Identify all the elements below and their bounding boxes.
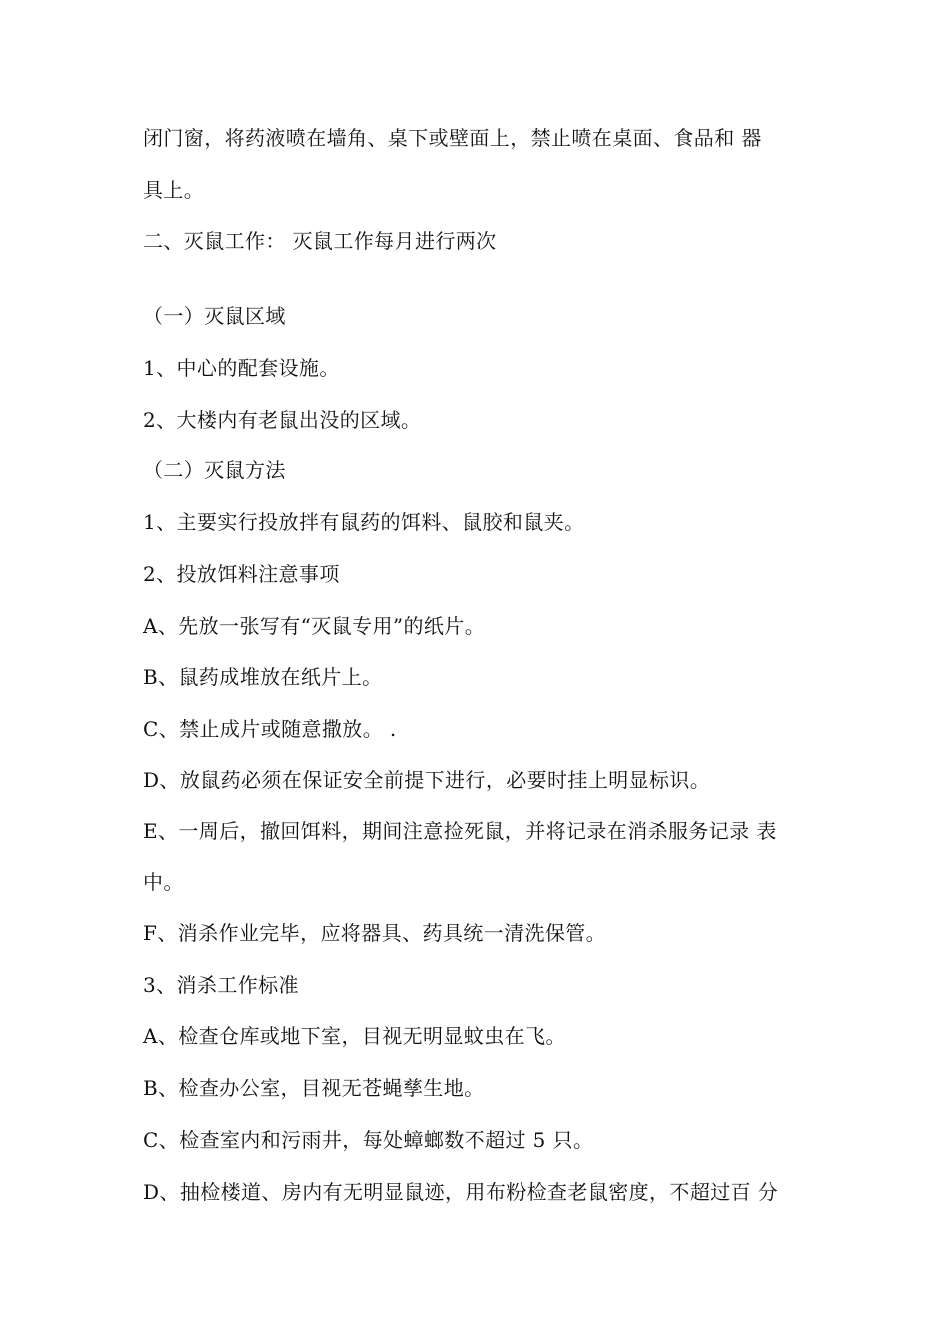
list-item: C、检查室内和污雨井，每处蟑螂数不超过 5 只。 [143,1128,594,1152]
paragraph-line: 具上。 [143,178,205,202]
paragraph-line: 中。 [143,870,184,894]
list-item: E、一周后，撤回饵料，期间注意捡死鼠，并将记录在消杀服务记录 表 [143,819,777,843]
list-item: B、鼠药成堆放在纸片上。 [143,665,383,689]
list-item: D、抽检楼道、房内有无明显鼠迹，用布粉检查老鼠密度，不超过百 分 [143,1180,779,1204]
list-item: A、检查仓库或地下室，目视无明显蚊虫在飞。 [143,1024,566,1048]
list-item: 2、投放饵料注意事项 [143,562,340,586]
list-item: A、先放一张写有“灭鼠专用”的纸片。 [143,614,486,638]
subsection-heading: （二）灭鼠方法 [143,458,286,482]
list-item: F、消杀作业完毕，应将器具、药具统一清洗保管。 [143,921,607,945]
list-item: B、检查办公室，目视无苍蝇孳生地。 [143,1076,485,1100]
list-item: C、禁止成片或随意撒放。 . [143,717,397,741]
subsection-heading: （一）灭鼠区域 [143,304,286,328]
list-item: 3、消杀工作标准 [143,973,299,997]
paragraph-line: 闭门窗，将药液喷在墙角、桌下或壁面上，禁止喷在桌面、食品和 器 [143,126,762,150]
list-item: D、放鼠药必须在保证安全前提下进行，必要时挂上明显标识。 [143,768,711,792]
list-item: 2、大楼内有老鼠出没的区域。 [143,408,422,432]
section-heading: 二、灭鼠工作： 灭鼠工作每月进行两次 [143,229,497,253]
list-item: 1、主要实行投放拌有鼠药的饵料、鼠胶和鼠夹。 [143,510,585,534]
list-item: 1、中心的配套设施。 [143,356,340,380]
